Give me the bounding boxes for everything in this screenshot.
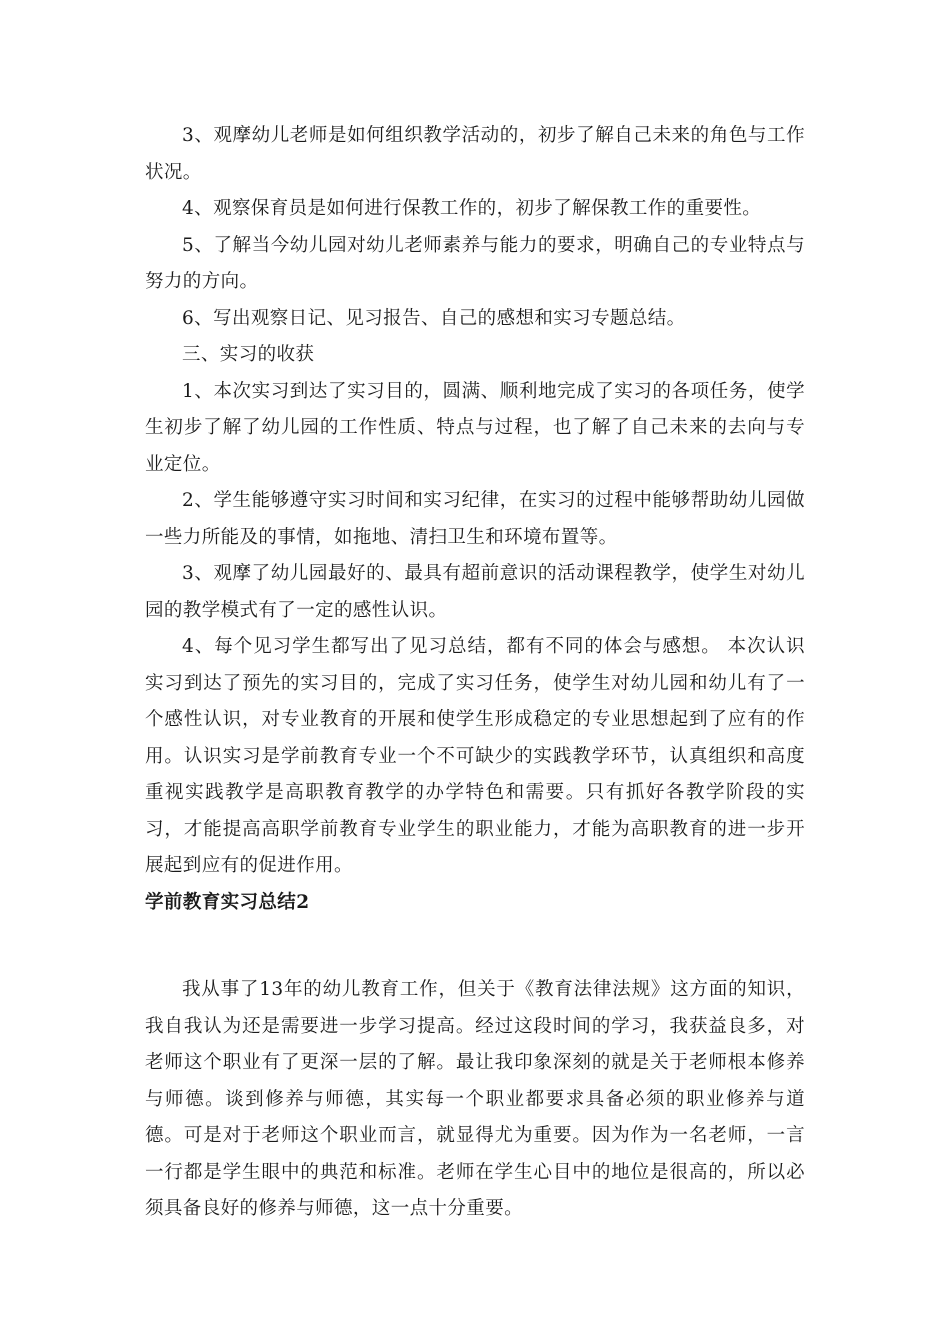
paragraph: 2、学生能够遵守实习时间和实习纪律，在实习的过程中能够帮助幼儿园做一些力所能及的事情，如拖地、清扫卫生和环境布置等。 xyxy=(145,490,805,548)
paragraph: 5、了解当今幼儿园对幼儿老师素养与能力的要求，明确自己的专业特点与努力的方向。 xyxy=(145,234,805,292)
paragraph: 4、每个见习学生都写出了见习总结，都有不同的体会与感想。 本次认识实习到达了预先的实习目的，完成了实习任务，使学生对幼儿园和幼儿有了一个感性认识，对专业教育的开展和使学生形成稳定的专业思想起到了应有的作用。认识实习是学前教育专业一个不可缺少的实践教学环节，认真组织和高度重视实践教学是高职教育教学的办学特色和需要。只有抓好各教学阶段的实习，才能提高高职学前教育专业学生的职业能力，才能为高职教育的进一步开展起到应有的促进作用。 xyxy=(145,636,805,876)
section-summary-2 xyxy=(145,972,805,1228)
paragraph: 6、写出观察日记、见习报告、自己的感想和实习专题总结。 xyxy=(182,307,686,329)
spacer xyxy=(145,921,805,972)
paragraph: 4、观察保育员是如何进行保教工作的，初步了解保教工作的重要性。 xyxy=(182,198,762,219)
section-heading: 三、实习的收获 xyxy=(182,344,315,365)
paragraph: 1、本次实习到达了实习目的，圆满、顺利地完成了实习的各项任务，使学生初步了解了幼儿园的工作性质、特点与过程，也了解了自己未来的去向与专业定位。 xyxy=(145,380,805,475)
document-title-2: 学前教育实习总结2 xyxy=(145,891,310,913)
paragraph: 3、观摩幼儿老师是如何组织教学活动的，初步了解自己未来的角色与工作状况。 xyxy=(145,125,805,183)
paragraph: 3、观摩了幼儿园最好的、最具有超前意识的活动课程教学，使学生对幼儿园的教学模式有了一定的感性认识。 xyxy=(145,563,805,621)
paragraph: 我从事了13年的幼儿教育工作，但关于《教育法律法规》这方面的知识，我自我认为还是需要进一步学习提高。经过这段时间的学习，我获益良多，对老师这个职业有了更深一层的了解。最让我印象深刻的就是关于老师根本修养与师德。谈到修养与师德，其实每一个职业都要求具备必须的职业修养与道德。可是对于老师这个职业而言，就显得尤为重要。因为作为一名老师，一言一行都是学生眼中的典范和标准。老师在学生心目中的地位是很高的，所以必须具备良好的修养与师德，这一点十分重要。 xyxy=(145,979,805,1219)
section-internship-continued xyxy=(145,118,805,885)
